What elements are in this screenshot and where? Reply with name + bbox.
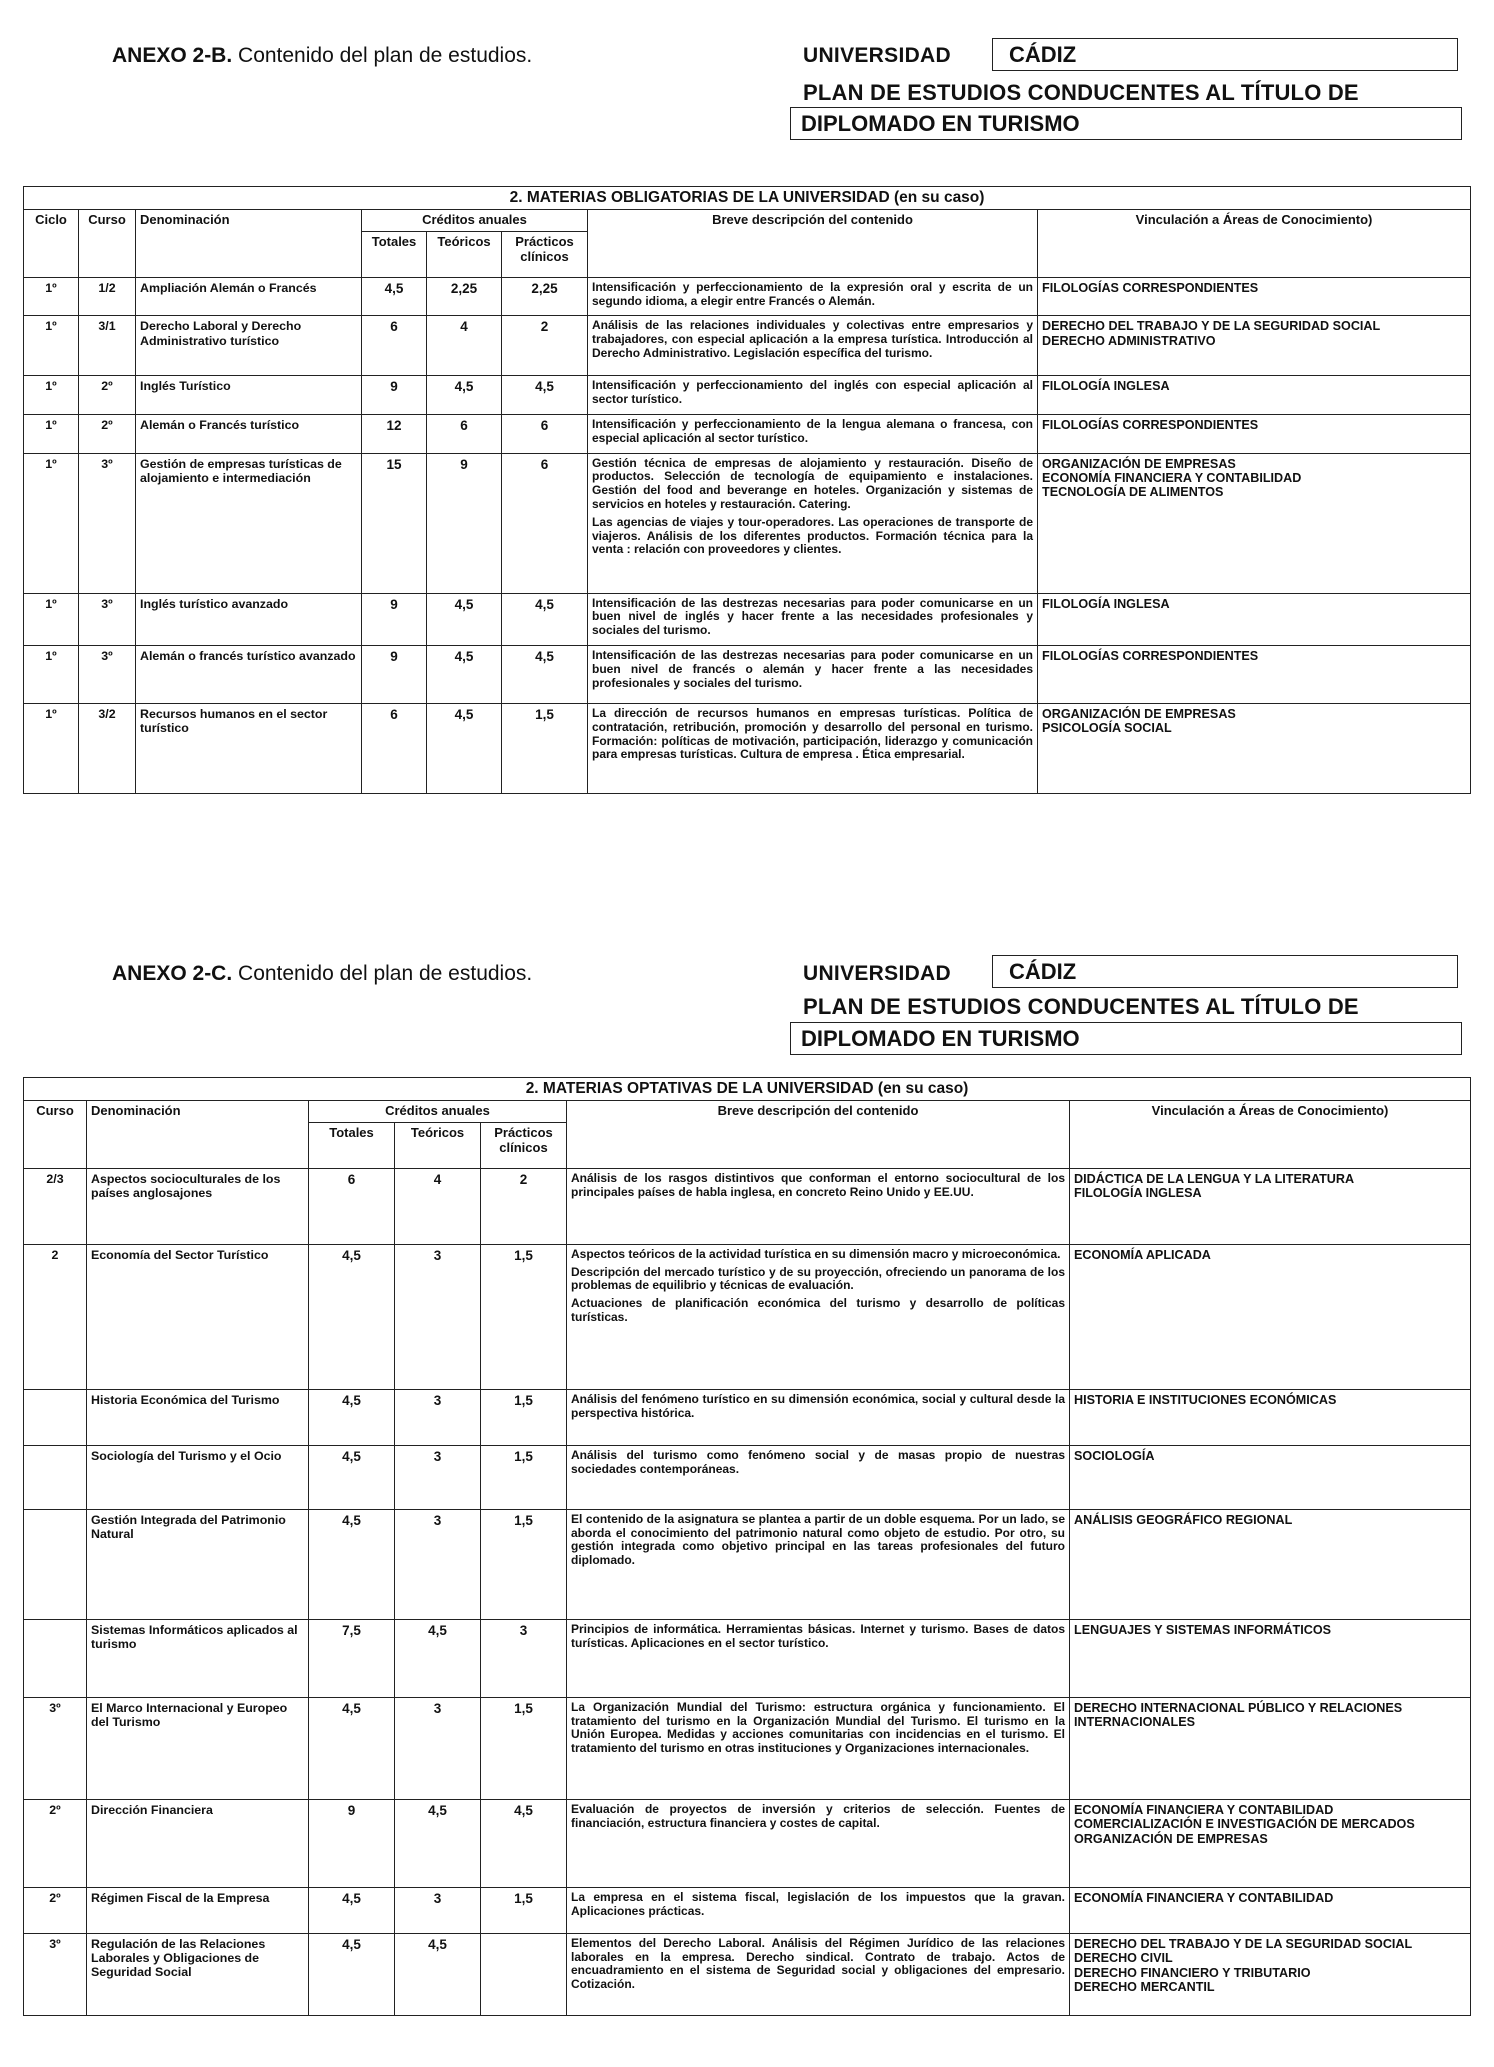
anexo-code: ANEXO 2-B.: [112, 44, 233, 67]
denominacion-cell: Sociología del Turismo y el Ocio: [87, 1445, 309, 1509]
ciclo-cell: 1º: [24, 376, 79, 415]
denominacion-cell: Gestión de empresas turísticas de alojamiento e intermediación: [136, 453, 362, 593]
descripcion-paragraph: Intensificación y perfeccionamiento de la lengua alemana o francesa, con especial aplicación al sector turístico.: [592, 416, 1033, 445]
descripcion-paragraph: Análisis del fenómeno turístico en su dimensión económica, social y cultural desde la perspectiva histórica.: [571, 1391, 1065, 1420]
descripcion-paragraph: Descripción del mercado turístico y de su proyección, ofreciendo un panorama de los problemas de equilibrio y técnicas de evaluación.: [571, 1264, 1065, 1293]
practicos-cell: 4,5: [481, 1799, 567, 1887]
table-row: [24, 703, 1471, 793]
denominacion-cell: Ampliación Alemán o Francés: [136, 277, 362, 316]
curso-cell: 2: [24, 1244, 87, 1389]
areas-cell: ANÁLISIS GEOGRÁFICO REGIONAL: [1070, 1509, 1471, 1619]
teoricos-cell: 4,5: [395, 1933, 481, 2015]
descripcion-cell: [588, 645, 1038, 703]
ciclo-cell: 1º: [24, 453, 79, 593]
totales-cell: 4,5: [309, 1389, 395, 1445]
header-denominacion: Denominación: [87, 1100, 309, 1168]
practicos-cell: 1,5: [481, 1389, 567, 1445]
header-practicos: Prácticos clínicos: [502, 231, 588, 277]
ciclo-cell: 1º: [24, 593, 79, 645]
descripcion-paragraph: Gestión técnica de empresas de alojamiento y restauración. Diseño de productos. Selección de tecnología de equipamiento e instalaciones. Gestión del food and beverange en hoteles. Organización y sistemas de servicios en hoteles y restauración. Catering.: [592, 455, 1033, 511]
descripcion-paragraph: El contenido de la asignatura se plantea a partir de un doble esquema. Por un lado, se aborda el conocimiento del patrimonio natural como objeto de estudio. Por otro, su gestión integrada como objetivo principal en las tareas profesionales del futuro diplomado.: [571, 1511, 1065, 1568]
table-title: 2. MATERIAS OPTATIVAS DE LA UNIVERSIDAD (en su caso): [24, 1078, 1471, 1101]
anexo-text: Contenido del plan de estudios.: [232, 962, 533, 985]
denominacion-cell: Regulación de las Relaciones Laborales y Obligaciones de Seguridad Social: [87, 1933, 309, 2015]
table-row: [24, 1168, 1471, 1244]
curso-cell: 2º: [79, 414, 136, 453]
header-totales: Totales: [309, 1122, 395, 1168]
totales-cell: 4,5: [309, 1445, 395, 1509]
areas-cell: FILOLOGÍA INGLESA: [1038, 376, 1471, 415]
descripcion-paragraph: Análisis de los rasgos distintivos que conforman el entorno sociocultural de los principales países de habla inglesa, en concreto Reino Unido y EE.UU.: [571, 1170, 1065, 1199]
descripcion-paragraph: La dirección de recursos humanos en empresas turísticas. Política de contratación, retribución, promoción y desarrollo del personal en turismo. Formación: políticas de motivación, participación, liderazgo y comunicación para empresas turísticas. Cultura de empresa . Ética empresarial.: [592, 705, 1033, 762]
teoricos-cell: 4,5: [395, 1799, 481, 1887]
descripcion-paragraph: Evaluación de proyectos de inversión y criterios de selección. Fuentes de financiación, estructura financiera y costes de capital.: [571, 1801, 1065, 1830]
denominacion-cell: Dirección Financiera: [87, 1799, 309, 1887]
teoricos-cell: 4,5: [427, 645, 502, 703]
curso-cell: 3º: [79, 453, 136, 593]
denominacion-cell: Economía del Sector Turístico: [87, 1244, 309, 1389]
denominacion-cell: Aspectos socioculturales de los países anglosajones: [87, 1168, 309, 1244]
descripcion-cell: [588, 277, 1038, 316]
plan-line: PLAN DE ESTUDIOS CONDUCENTES AL TÍTULO DE: [803, 80, 1359, 105]
anexo-code: ANEXO 2-C.: [112, 962, 233, 985]
practicos-cell: 2: [502, 316, 588, 376]
header-creditos: Créditos anuales: [309, 1100, 567, 1122]
teoricos-cell: 3: [395, 1389, 481, 1445]
curso-cell: [24, 1389, 87, 1445]
descripcion-paragraph: Análisis de las relaciones individuales y colectivas entre empresarios y trabajadores, con especial aplicación a la empresa turística. Introducción al Derecho Administrativo. Legislación específica del turismo.: [592, 318, 1033, 360]
universidad-label: UNIVERSIDAD: [803, 44, 951, 67]
areas-cell: ECONOMÍA APLICADA: [1070, 1244, 1471, 1389]
totales-cell: 6: [309, 1168, 395, 1244]
totales-cell: 9: [362, 593, 427, 645]
areas-cell: SOCIOLOGÍA: [1070, 1445, 1471, 1509]
titulo-box: DIPLOMADO EN TURISMO: [790, 1022, 1462, 1055]
descripcion-cell: [567, 1244, 1070, 1389]
descripcion-cell: [588, 376, 1038, 415]
table-row: [24, 593, 1471, 645]
curso-cell: 3/2: [79, 703, 136, 793]
totales-cell: 12: [362, 414, 427, 453]
areas-cell: FILOLOGÍAS CORRESPONDIENTES: [1038, 645, 1471, 703]
areas-cell: DERECHO INTERNACIONAL PÚBLICO Y RELACIONES INTERNACIONALES: [1070, 1697, 1471, 1799]
table-title: 2. MATERIAS OBLIGATORIAS DE LA UNIVERSIDAD (en su caso): [24, 187, 1471, 210]
totales-cell: 4,5: [309, 1244, 395, 1389]
totales-cell: 6: [362, 316, 427, 376]
ciclo-cell: 1º: [24, 703, 79, 793]
header-curso: Curso: [24, 1100, 87, 1168]
teoricos-cell: 9: [427, 453, 502, 593]
teoricos-cell: 3: [395, 1509, 481, 1619]
teoricos-cell: 4,5: [427, 703, 502, 793]
header-creditos: Créditos anuales: [362, 209, 588, 231]
totales-cell: 7,5: [309, 1619, 395, 1697]
practicos-cell: [481, 1933, 567, 2015]
totales-cell: 9: [309, 1799, 395, 1887]
descripcion-cell: [567, 1933, 1070, 2015]
denominacion-cell: El Marco Internacional y Europeo del Turismo: [87, 1697, 309, 1799]
ciclo-cell: 1º: [24, 316, 79, 376]
areas-cell: FILOLOGÍAS CORRESPONDIENTES: [1038, 277, 1471, 316]
descripcion-cell: [567, 1799, 1070, 1887]
practicos-cell: 6: [502, 414, 588, 453]
curso-cell: [24, 1619, 87, 1697]
table-row: [24, 1887, 1471, 1933]
practicos-cell: 4,5: [502, 645, 588, 703]
practicos-cell: 2,25: [502, 277, 588, 316]
header-teoricos: Teóricos: [427, 231, 502, 277]
totales-cell: 6: [362, 703, 427, 793]
denominacion-cell: Alemán o Francés turístico: [136, 414, 362, 453]
areas-cell: DIDÁCTICA DE LA LENGUA Y LA LITERATURA FILOLOGÍA INGLESA: [1070, 1168, 1471, 1244]
descripcion-paragraph: Intensificación de las destrezas necesarias para poder comunicarse en un buen nivel de francés o alemán y hacer frente a las necesidades profesionales y sociales del turismo.: [592, 647, 1033, 690]
ciclo-cell: 1º: [24, 414, 79, 453]
totales-cell: 9: [362, 376, 427, 415]
curso-cell: 3º: [79, 645, 136, 703]
teoricos-cell: 4,5: [395, 1619, 481, 1697]
curso-cell: 3º: [24, 1933, 87, 2015]
practicos-cell: 1,5: [481, 1887, 567, 1933]
areas-cell: LENGUAJES Y SISTEMAS INFORMÁTICOS: [1070, 1619, 1471, 1697]
practicos-cell: 2: [481, 1168, 567, 1244]
teoricos-cell: 4,5: [427, 376, 502, 415]
practicos-cell: 1,5: [481, 1445, 567, 1509]
ciclo-cell: 1º: [24, 277, 79, 316]
table-row: [24, 376, 1471, 415]
curso-cell: [24, 1509, 87, 1619]
descripcion-paragraph: Intensificación y perfeccionamiento de la expresión oral y escrita de un segundo idioma, a elegir entre Francés o Alemán.: [592, 279, 1033, 308]
header-ciclo: Ciclo: [24, 209, 79, 277]
table-row: [24, 1933, 1471, 2015]
curso-cell: 3º: [24, 1697, 87, 1799]
practicos-cell: 1,5: [502, 703, 588, 793]
denominacion-cell: Régimen Fiscal de la Empresa: [87, 1887, 309, 1933]
header-totales: Totales: [362, 231, 427, 277]
denominacion-cell: Inglés turístico avanzado: [136, 593, 362, 645]
totales-cell: 4,5: [309, 1933, 395, 2015]
header-curso: Curso: [79, 209, 136, 277]
header-vinculacion: Vinculación a Áreas de Conocimiento): [1038, 209, 1471, 277]
descripcion-cell: [567, 1509, 1070, 1619]
areas-cell: DERECHO DEL TRABAJO Y DE LA SEGURIDAD SOCIAL DERECHO CIVIL DERECHO FINANCIERO Y TRIBUTARIO DERECHO MERCANTIL: [1070, 1933, 1471, 2015]
descripcion-cell: [567, 1168, 1070, 1244]
table-row: [24, 277, 1471, 316]
descripcion-paragraph: La empresa en el sistema fiscal, legislación de los impuestos que la gravan. Aplicaciones prácticas.: [571, 1889, 1065, 1918]
header-denominacion: Denominación: [136, 209, 362, 277]
descripcion-cell: [567, 1619, 1070, 1697]
totales-cell: 9: [362, 645, 427, 703]
descripcion-cell: [588, 316, 1038, 376]
practicos-cell: 1,5: [481, 1509, 567, 1619]
table-row: [24, 316, 1471, 376]
descripcion-paragraph: Análisis del turismo como fenómeno social y de masas propio de nuestras sociedades contemporáneas.: [571, 1447, 1065, 1476]
curso-cell: 2º: [24, 1887, 87, 1933]
descripcion-cell: [567, 1887, 1070, 1933]
totales-cell: 4,5: [309, 1697, 395, 1799]
curso-cell: 2/3: [24, 1168, 87, 1244]
teoricos-cell: 3: [395, 1445, 481, 1509]
table-row: [24, 1244, 1471, 1389]
areas-cell: ORGANIZACIÓN DE EMPRESAS PSICOLOGÍA SOCIAL: [1038, 703, 1471, 793]
table-row: [24, 645, 1471, 703]
areas-cell: FILOLOGÍAS CORRESPONDIENTES: [1038, 414, 1471, 453]
ciclo-cell: 1º: [24, 645, 79, 703]
descripcion-cell: [567, 1445, 1070, 1509]
curso-cell: 2º: [24, 1799, 87, 1887]
teoricos-cell: 4,5: [427, 593, 502, 645]
titulo-box: DIPLOMADO EN TURISMO: [790, 107, 1462, 140]
table-row: [24, 414, 1471, 453]
denominacion-cell: Gestión Integrada del Patrimonio Natural: [87, 1509, 309, 1619]
header-descripcion: Breve descripción del contenido: [567, 1100, 1070, 1168]
descripcion-cell: [588, 414, 1038, 453]
descripcion-cell: [567, 1389, 1070, 1445]
practicos-cell: 1,5: [481, 1697, 567, 1799]
denominacion-cell: Alemán o francés turístico avanzado: [136, 645, 362, 703]
teoricos-cell: 3: [395, 1244, 481, 1389]
practicos-cell: 4,5: [502, 593, 588, 645]
practicos-cell: 4,5: [502, 376, 588, 415]
denominacion-cell: Derecho Laboral y Derecho Administrativo turístico: [136, 316, 362, 376]
descripcion-paragraph: La Organización Mundial del Turismo: estructura orgánica y funcionamiento. El tratamiento del turismo en la Organización Mundial del Turismo. El turismo en la Unión Europea. Medidas y acciones comunitarias con incidencias en el turismo. El tratamiento del turismo en otras instituciones y Organizaciones internacionales.: [571, 1699, 1065, 1756]
descripcion-paragraph: Aspectos teóricos de la actividad turística en su dimensión macro y microeconómica.: [571, 1246, 1061, 1261]
table-row: [24, 1509, 1471, 1619]
anexo-title: [112, 962, 532, 986]
plan-line: PLAN DE ESTUDIOS CONDUCENTES AL TÍTULO DE: [803, 994, 1359, 1019]
table-row: [24, 1697, 1471, 1799]
denominacion-cell: Historia Económica del Turismo: [87, 1389, 309, 1445]
header-teoricos: Teóricos: [395, 1122, 481, 1168]
totales-cell: 4,5: [309, 1509, 395, 1619]
table-row: [24, 1445, 1471, 1509]
areas-cell: ECONOMÍA FINANCIERA Y CONTABILIDAD COMERCIALIZACIÓN E INVESTIGACIÓN DE MERCADOS ORGANIZACIÓN DE EMPRESAS: [1070, 1799, 1471, 1887]
universidad-label: UNIVERSIDAD: [803, 962, 951, 985]
teoricos-cell: 2,25: [427, 277, 502, 316]
practicos-cell: 6: [502, 453, 588, 593]
header-vinculacion: Vinculación a Áreas de Conocimiento): [1070, 1100, 1471, 1168]
table-optativas: [23, 1077, 1471, 2016]
areas-cell: ORGANIZACIÓN DE EMPRESAS ECONOMÍA FINANCIERA Y CONTABILIDAD TECNOLOGÍA DE ALIMENTOS: [1038, 453, 1471, 593]
header-practicos: Prácticos clínicos: [481, 1122, 567, 1168]
areas-cell: DERECHO DEL TRABAJO Y DE LA SEGURIDAD SOCIAL DERECHO ADMINISTRATIVO: [1038, 316, 1471, 376]
areas-cell: HISTORIA E INSTITUCIONES ECONÓMICAS: [1070, 1389, 1471, 1445]
areas-cell: FILOLOGÍA INGLESA: [1038, 593, 1471, 645]
curso-cell: 3/1: [79, 316, 136, 376]
universidad-value: CÁDIZ: [992, 38, 1458, 71]
teoricos-cell: 4: [427, 316, 502, 376]
descripcion-paragraph: Principios de informática. Herramientas básicas. Internet y turismo. Bases de datos turísticas. Aplicaciones en el sector turístico.: [571, 1621, 1065, 1650]
totales-cell: 4,5: [309, 1887, 395, 1933]
areas-cell: ECONOMÍA FINANCIERA Y CONTABILIDAD: [1070, 1887, 1471, 1933]
header-descripcion: Breve descripción del contenido: [588, 209, 1038, 277]
descripcion-paragraph: Intensificación y perfeccionamiento del inglés con especial aplicación al sector turístico.: [592, 378, 1033, 407]
teoricos-cell: 6: [427, 414, 502, 453]
teoricos-cell: 3: [395, 1697, 481, 1799]
denominacion-cell: Sistemas Informáticos aplicados al turismo: [87, 1619, 309, 1697]
practicos-cell: 1,5: [481, 1244, 567, 1389]
denominacion-cell: Recursos humanos en el sector turístico: [136, 703, 362, 793]
descripcion-paragraph: Las agencias de viajes y tour-operadores. Las operaciones de transporte de viajeros. Análisis de los diferentes productos. Formación técnica para la venta : relación con proveedores y clientes.: [592, 514, 1033, 557]
table-row: [24, 1619, 1471, 1697]
descripcion-cell: [567, 1697, 1070, 1799]
anexo-text: Contenido del plan de estudios.: [232, 44, 533, 67]
teoricos-cell: 3: [395, 1887, 481, 1933]
universidad-value: CÁDIZ: [992, 955, 1458, 988]
table-obligatorias: [23, 186, 1471, 794]
descripcion-paragraph: Intensificación de las destrezas necesarias para poder comunicarse en un buen nivel de inglés y hacer frente a las necesidades profesionales y sociales del turismo.: [592, 595, 1033, 638]
denominacion-cell: Inglés Turístico: [136, 376, 362, 415]
descripcion-paragraph: Actuaciones de planificación económica del turismo y desarrollo de políticas turísticas.: [571, 1296, 1065, 1324]
curso-cell: [24, 1445, 87, 1509]
descripcion-cell: [588, 453, 1038, 593]
descripcion-cell: [588, 703, 1038, 793]
table-row: [24, 1799, 1471, 1887]
totales-cell: 15: [362, 453, 427, 593]
practicos-cell: 3: [481, 1619, 567, 1697]
table-row: [24, 453, 1471, 593]
curso-cell: 1/2: [79, 277, 136, 316]
curso-cell: 2º: [79, 376, 136, 415]
descripcion-cell: [588, 593, 1038, 645]
descripcion-paragraph: Elementos del Derecho Laboral. Análisis del Régimen Jurídico de las relaciones laborales en la empresa. Derecho sindical. Contrato de trabajo. Actos de encuadramiento en el sistema de Seguridad social y obligaciones del empresario. Cotización.: [571, 1935, 1065, 1992]
curso-cell: 3º: [79, 593, 136, 645]
totales-cell: 4,5: [362, 277, 427, 316]
table-row: [24, 1389, 1471, 1445]
teoricos-cell: 4: [395, 1168, 481, 1244]
